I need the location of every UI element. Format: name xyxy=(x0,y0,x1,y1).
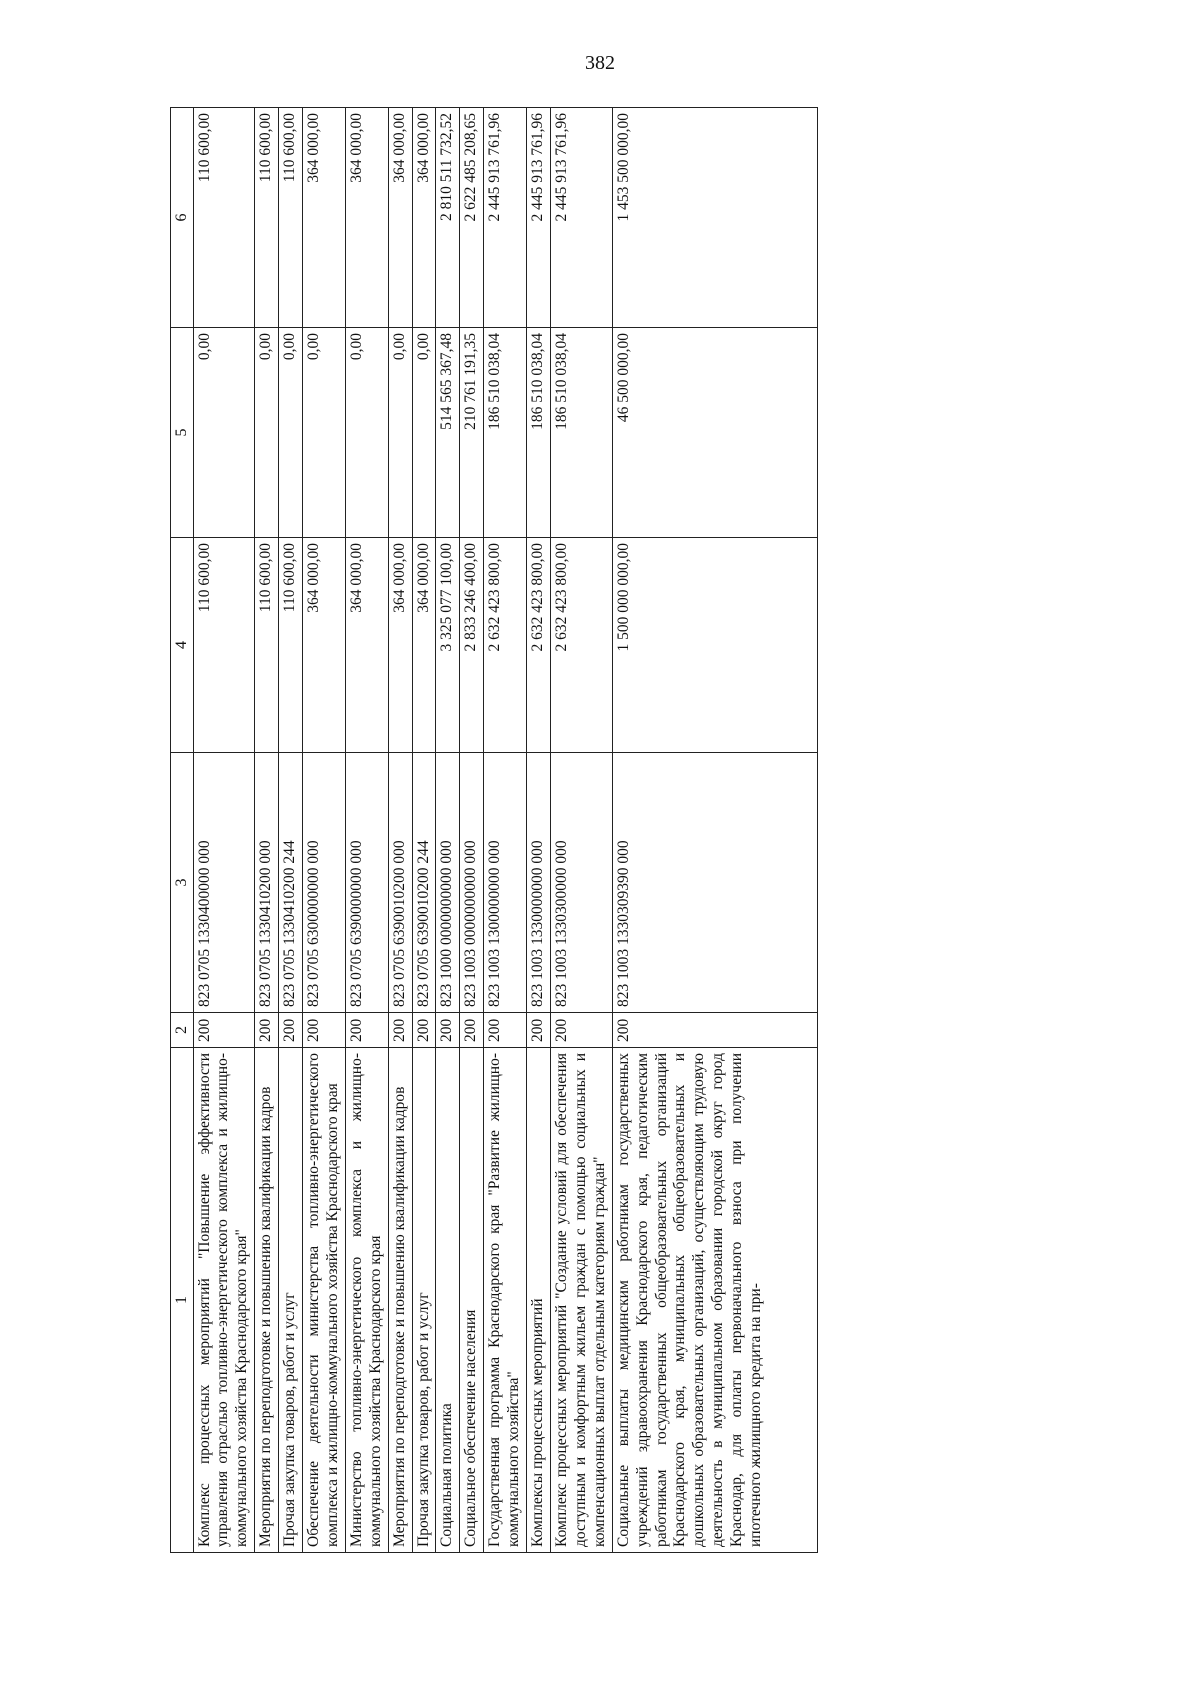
header-col-5: 5 xyxy=(171,328,194,538)
row-value-4: 2 833 246 400,00 xyxy=(460,538,484,753)
table-row xyxy=(255,108,279,1553)
row-code-2: 200 xyxy=(193,1013,255,1048)
row-code-2: 200 xyxy=(388,1013,412,1048)
header-row xyxy=(171,108,194,1553)
row-value-6: 364 000,00 xyxy=(345,108,388,328)
row-name: Мероприятия по переподготовке и повышению квалификации кадров xyxy=(255,1048,279,1553)
table-row xyxy=(527,108,551,1553)
row-code-2: 200 xyxy=(484,1013,527,1048)
row-code-3: 823 0705 6390010200 000 xyxy=(388,753,412,1013)
row-value-6: 2 445 913 761,96 xyxy=(484,108,527,328)
row-value-5: 0,00 xyxy=(303,328,346,538)
budget-table xyxy=(170,107,818,1553)
row-value-6: 364 000,00 xyxy=(388,108,412,328)
header-col-6: 6 xyxy=(171,108,194,328)
row-code-3: 823 0705 6390010200 244 xyxy=(412,753,436,1013)
row-code-3: 823 0705 1330400000 000 xyxy=(193,753,255,1013)
row-value-4: 3 325 077 100,00 xyxy=(436,538,460,753)
table-row xyxy=(612,108,817,1553)
table-row xyxy=(551,108,613,1553)
row-value-6: 110 600,00 xyxy=(193,108,255,328)
row-code-3: 823 0705 6390000000 000 xyxy=(345,753,388,1013)
table-row xyxy=(345,108,388,1553)
row-code-3: 823 1003 1330309390 000 xyxy=(612,753,817,1013)
row-name: Комплексы процессных мероприятий xyxy=(527,1048,551,1553)
row-value-6: 364 000,00 xyxy=(412,108,436,328)
row-code-3: 823 1003 1300000000 000 xyxy=(484,753,527,1013)
row-code-2: 200 xyxy=(412,1013,436,1048)
table-row xyxy=(484,108,527,1553)
row-name: Комплекс процессных мероприятий "Повышение эффективности управления отраслью топливно-энергетического комплекса и жилищно-коммунального хозяйства Краснодарского края" xyxy=(193,1048,255,1553)
row-value-5: 46 500 000,00 xyxy=(612,328,817,538)
row-code-2: 200 xyxy=(612,1013,817,1048)
row-code-2: 200 xyxy=(279,1013,303,1048)
header-col-1: 1 xyxy=(171,1048,194,1553)
row-value-6: 1 453 500 000,00 xyxy=(612,108,817,328)
row-name: Социальное обеспечение населения xyxy=(460,1048,484,1553)
row-value-6: 2 810 511 732,52 xyxy=(436,108,460,328)
row-code-2: 200 xyxy=(255,1013,279,1048)
row-value-6: 110 600,00 xyxy=(255,108,279,328)
table-row xyxy=(388,108,412,1553)
table-row xyxy=(460,108,484,1553)
table-row xyxy=(436,108,460,1553)
row-code-3: 823 1003 1330300000 000 xyxy=(551,753,613,1013)
row-value-5: 0,00 xyxy=(193,328,255,538)
row-value-4: 2 632 423 800,00 xyxy=(551,538,613,753)
row-code-2: 200 xyxy=(345,1013,388,1048)
row-value-5: 0,00 xyxy=(388,328,412,538)
header-col-4: 4 xyxy=(171,538,194,753)
row-value-5: 0,00 xyxy=(412,328,436,538)
row-code-2: 200 xyxy=(551,1013,613,1048)
row-value-5: 0,00 xyxy=(345,328,388,538)
row-value-5: 186 510 038,04 xyxy=(551,328,613,538)
header-col-2: 2 xyxy=(171,1013,194,1048)
row-value-6: 110 600,00 xyxy=(279,108,303,328)
row-value-6: 2 445 913 761,96 xyxy=(551,108,613,328)
table-row xyxy=(279,108,303,1553)
row-code-2: 200 xyxy=(527,1013,551,1048)
row-name: Социальные выплаты медицинским работникам государственных учреждений здравоохранения Краснодарского края, педагогическим работникам государственных общеобразовательных организаций Краснодарского края, муниципальных общеобразовательных и дошкольных образовательных организаций, осуществляющим трудовую деятельность в муниципальном образовании городской округ город Краснодар, для оплаты первоначального взноса при получении ипотечного жилищного кредита на при- xyxy=(612,1048,817,1553)
table-row xyxy=(193,108,255,1553)
page-number: 382 xyxy=(585,52,615,74)
row-name: Социальная политика xyxy=(436,1048,460,1553)
row-name: Государственная программа Краснодарского края "Развитие жилищно-коммунального хозяйства" xyxy=(484,1048,527,1553)
row-value-5: 186 510 038,04 xyxy=(484,328,527,538)
table-row xyxy=(412,108,436,1553)
row-value-4: 110 600,00 xyxy=(255,538,279,753)
row-name: Обеспечение деятельности министерства топливно-энергетического комплекса и жилищно-коммунального хозяйства Краснодарского края xyxy=(303,1048,346,1553)
row-code-3: 823 1003 0000000000 000 xyxy=(460,753,484,1013)
table-row xyxy=(303,108,346,1553)
row-name: Прочая закупка товаров, работ и услуг xyxy=(279,1048,303,1553)
row-value-5: 0,00 xyxy=(255,328,279,538)
row-value-6: 2 445 913 761,96 xyxy=(527,108,551,328)
row-value-4: 2 632 423 800,00 xyxy=(484,538,527,753)
row-value-4: 110 600,00 xyxy=(193,538,255,753)
header-col-3: 3 xyxy=(171,753,194,1013)
row-value-4: 1 500 000 000,00 xyxy=(612,538,817,753)
row-code-3: 823 0705 1330410200 244 xyxy=(279,753,303,1013)
row-value-4: 364 000,00 xyxy=(412,538,436,753)
rotated-table-container xyxy=(170,108,1120,1553)
row-value-6: 2 622 485 208,65 xyxy=(460,108,484,328)
row-name: Министерство топливно-энергетического комплекса и жилищно-коммунального хозяйства Краснодарского края xyxy=(345,1048,388,1553)
row-code-3: 823 0705 6300000000 000 xyxy=(303,753,346,1013)
row-code-3: 823 1003 1330000000 000 xyxy=(527,753,551,1013)
row-value-5: 186 510 038,04 xyxy=(527,328,551,538)
row-value-6: 364 000,00 xyxy=(303,108,346,328)
row-code-2: 200 xyxy=(303,1013,346,1048)
row-name: Прочая закупка товаров, работ и услуг xyxy=(412,1048,436,1553)
row-code-3: 823 0705 1330410200 000 xyxy=(255,753,279,1013)
row-value-4: 364 000,00 xyxy=(303,538,346,753)
row-code-2: 200 xyxy=(436,1013,460,1048)
row-code-2: 200 xyxy=(460,1013,484,1048)
row-value-4: 2 632 423 800,00 xyxy=(527,538,551,753)
row-value-4: 110 600,00 xyxy=(279,538,303,753)
row-value-4: 364 000,00 xyxy=(345,538,388,753)
row-value-5: 0,00 xyxy=(279,328,303,538)
row-value-5: 514 565 367,48 xyxy=(436,328,460,538)
row-value-5: 210 761 191,35 xyxy=(460,328,484,538)
row-value-4: 364 000,00 xyxy=(388,538,412,753)
row-code-3: 823 1000 0000000000 000 xyxy=(436,753,460,1013)
row-name: Мероприятия по переподготовке и повышению квалификации кадров xyxy=(388,1048,412,1553)
row-name: Комплекс процессных мероприятий "Создание условий для обеспечения доступным и комфортным жильем граждан с помощью социальных и компенсационных выплат отдельным категориям граждан" xyxy=(551,1048,613,1553)
